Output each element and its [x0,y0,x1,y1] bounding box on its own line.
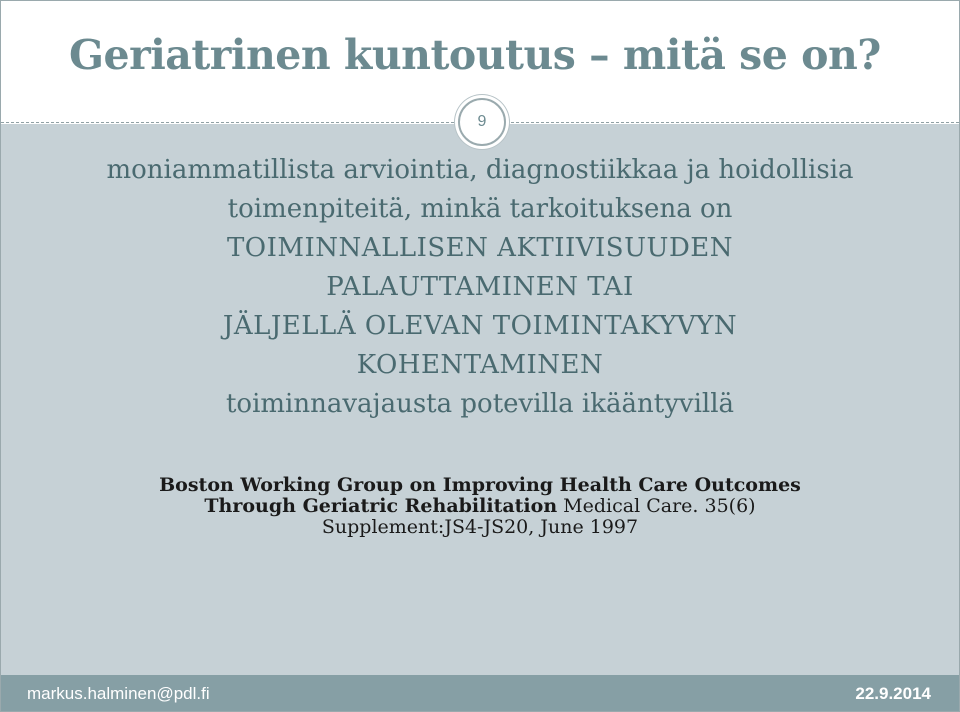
footer-bar [1,675,959,711]
reference-line-3: Supplement:JS4-JS20, June 1997 [321,516,639,538]
footer-email: markus.halminen@pdl.fi [27,684,210,703]
reference-line-1 [1,475,959,496]
body-line: KOHENTAMINEN [356,350,604,380]
slide-title: Geriatrinen kuntoutus – mitä se on? [69,31,881,79]
body-line: toiminnavajausta potevilla ikääntyvillä [225,389,735,419]
reference-journal: Medical Care. 35(6) [557,495,756,517]
body-line: moniammatillista arviointia, diagnostiikkaa ja hoidollisia [106,155,854,185]
footer-date: 22.9.2014 [855,684,931,703]
reference-line-2 [1,496,959,517]
slide-number-badge: 9 [458,98,506,146]
reference-citation [1,475,959,538]
reference-title-part1: Boston Working Group on Improving Health Care Outcomes [159,474,801,496]
reference-title-part2: Through Geriatric Rehabilitation [204,495,558,517]
body-line: toimenpiteitä, minkä tarkoituksena on [227,194,733,224]
body-text [1,151,959,424]
body-line: JÄLJELLÄ OLEVAN TOIMINTAKYVYN [222,311,738,341]
body-line: TOIMINNALLISEN AKTIIVISUUDEN [226,233,734,263]
body-line: PALAUTTAMINEN TAI [326,272,634,302]
